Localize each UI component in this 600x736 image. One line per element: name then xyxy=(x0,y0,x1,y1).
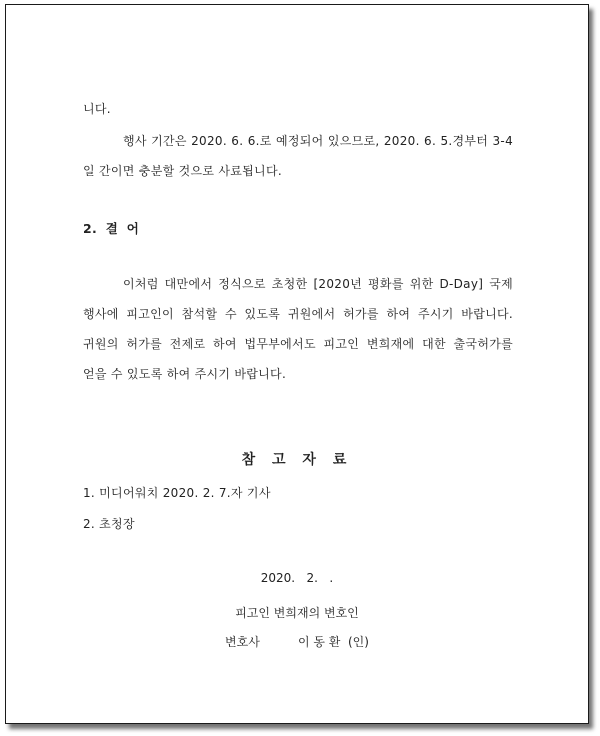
paragraph-line: 행사 기간은 2020. 6. 6.로 예정되어 있으므로, 2020. 6. 5.경부터 3-4 xyxy=(123,134,513,148)
signer-name: 변호사 이 동 환 (인) xyxy=(225,635,369,649)
reference-item: 1. 미디어워치 2020. 2. 7.자 기사 xyxy=(83,486,271,500)
reference-item: 2. 초청장 xyxy=(83,517,135,531)
paragraph-line: 니다. xyxy=(83,102,111,116)
signer-role: 피고인 변희재의 변호인 xyxy=(235,606,359,620)
paragraph-line: 귀원의 허가를 전제로 하여 법무부에서도 피고인 변희재에 대한 출국허가를 xyxy=(83,337,513,351)
paragraph-line: 행사에 피고인이 참석할 수 있도록 귀원에서 허가를 하여 주시기 바랍니다. xyxy=(83,307,513,321)
document-date: 2020. 2. . xyxy=(260,571,334,585)
section-heading: 2. 결 어 xyxy=(83,221,140,236)
document-page xyxy=(5,4,589,724)
paragraph-line: 얻을 수 있도록 하여 주시기 바랍니다. xyxy=(83,367,287,381)
paragraph-line: 이처럼 대만에서 정식으로 초청한 [2020년 평화를 위한 D-Day] 국제 xyxy=(123,277,513,291)
paragraph-line: 일 간이면 충분할 것으로 사료됩니다. xyxy=(83,164,282,178)
references-title: 참 고 자 료 xyxy=(241,452,353,468)
